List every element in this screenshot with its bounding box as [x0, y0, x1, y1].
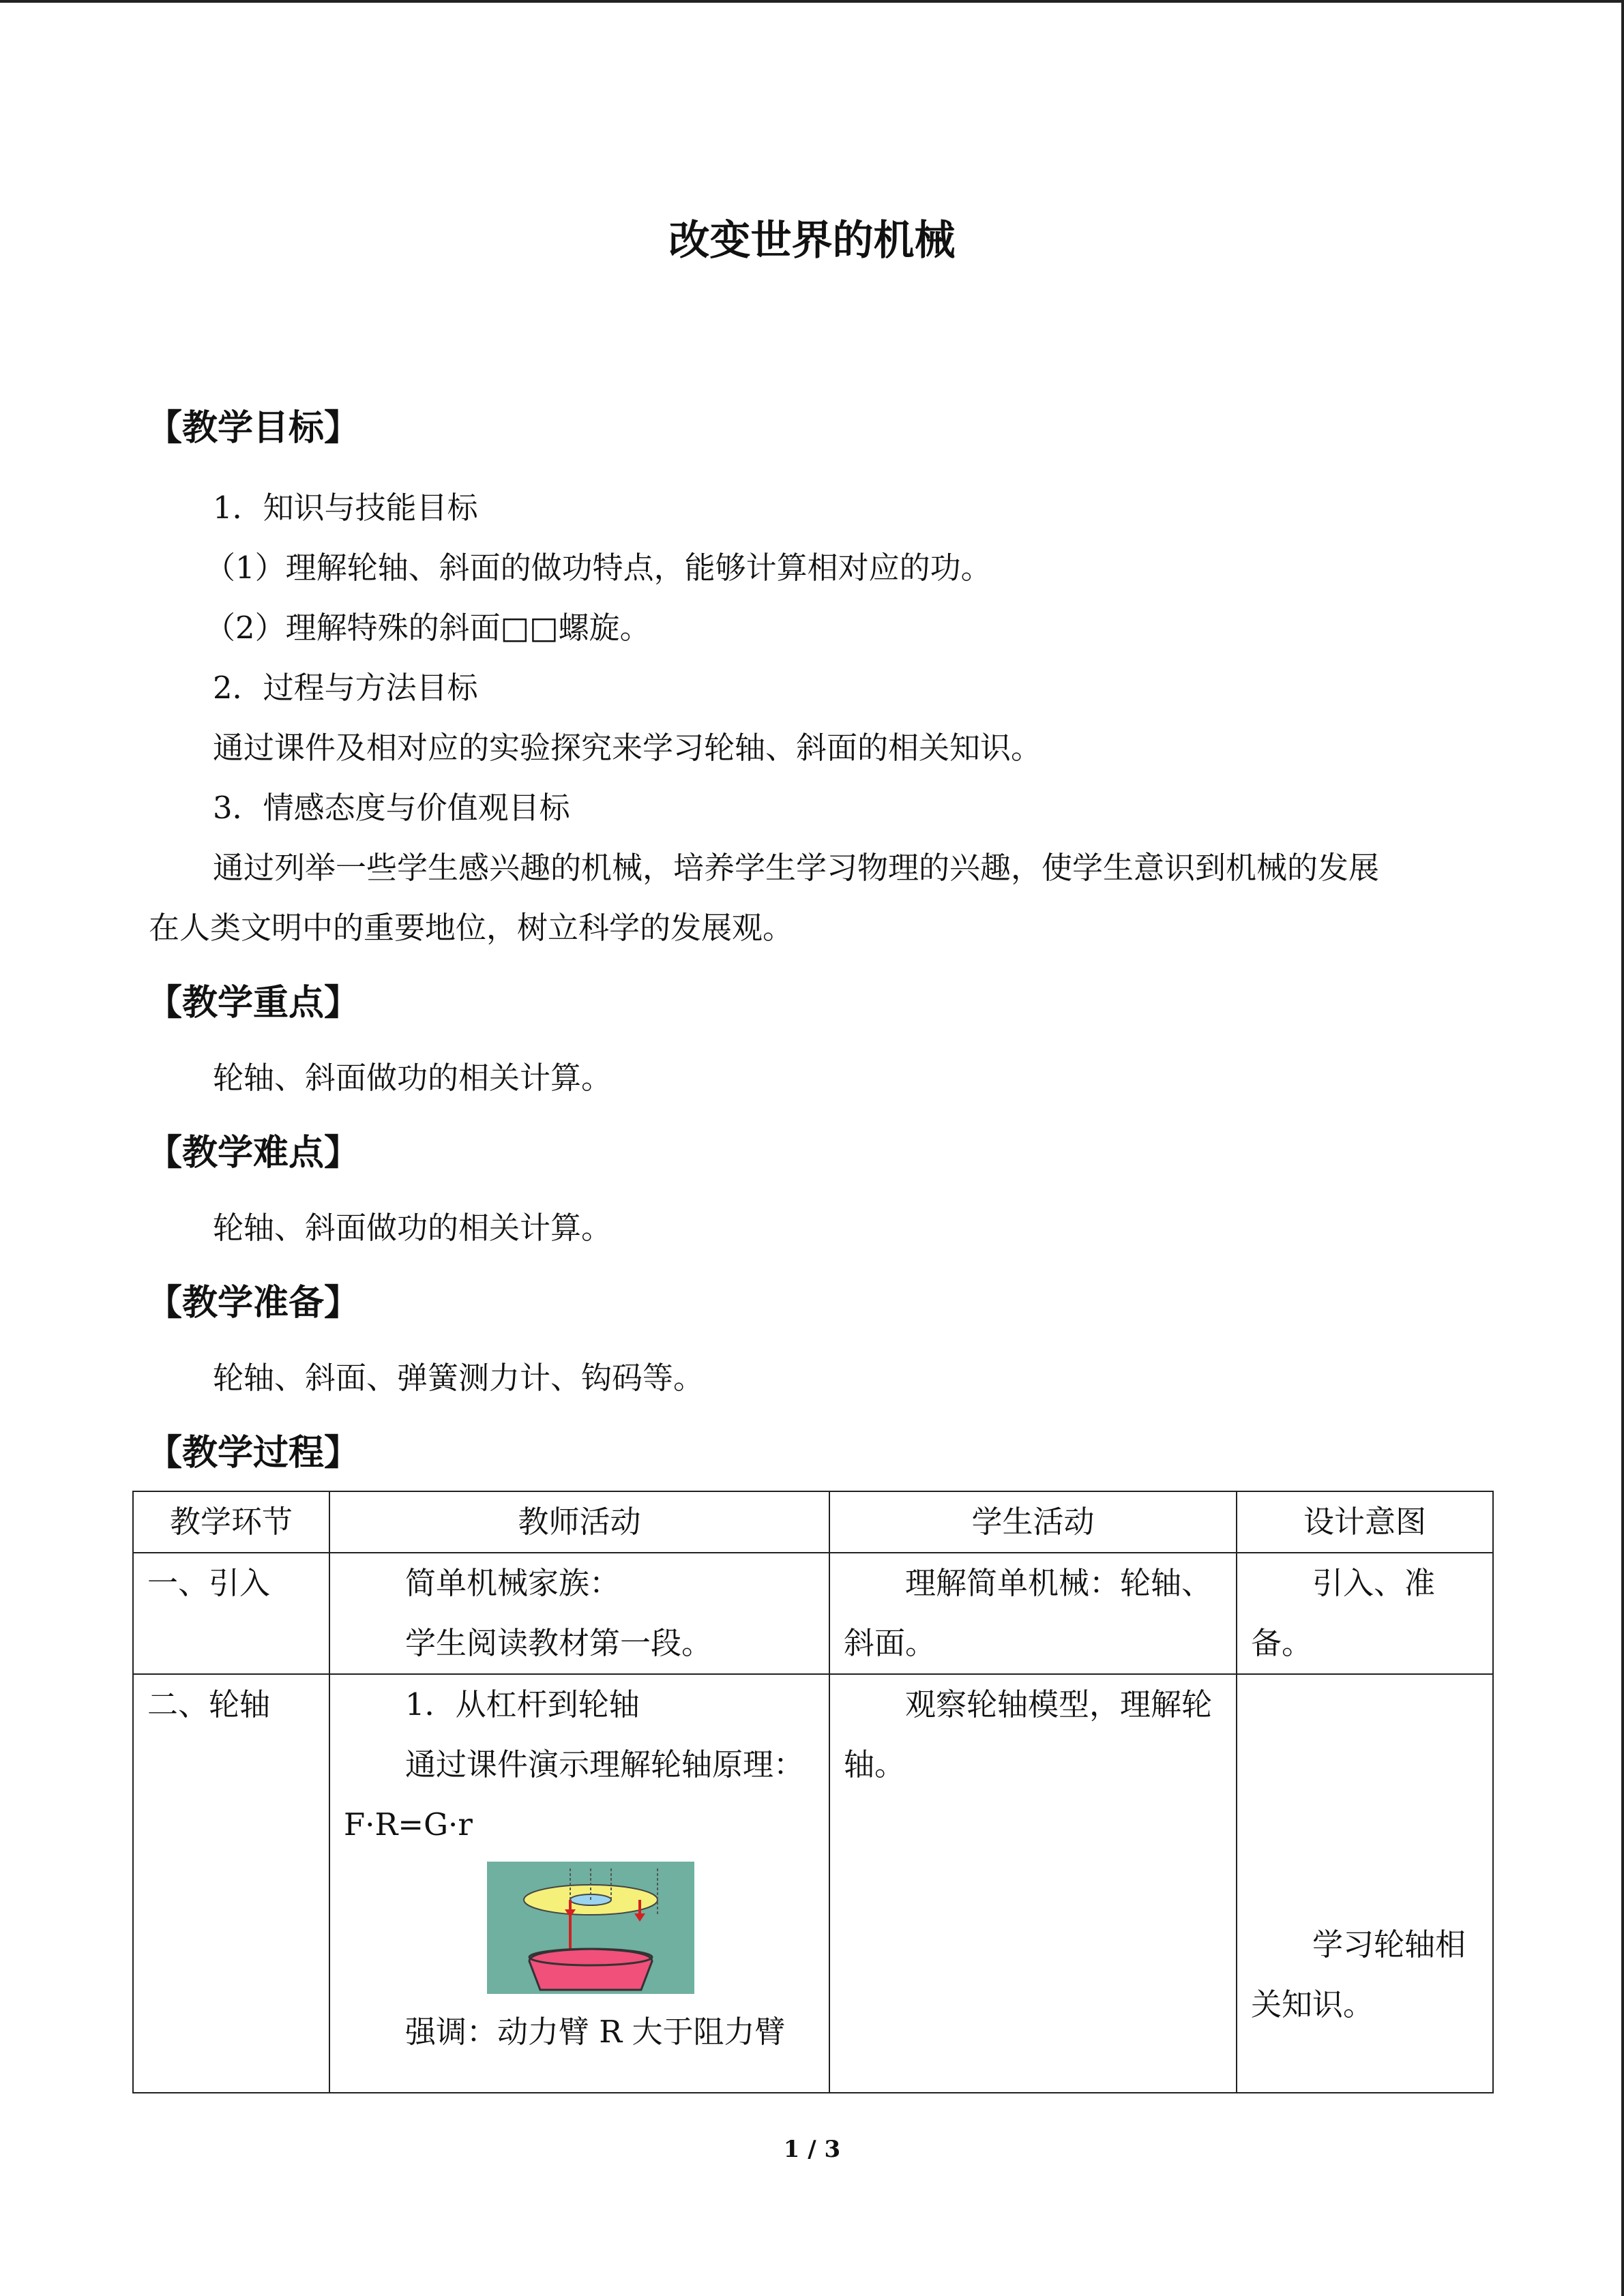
difficulties-text: 轮轴、斜面做功的相关计算。	[213, 1210, 612, 1246]
row2-teacher-line1: 1．从杠杆到轮轴	[405, 1686, 640, 1723]
preparation-text: 轮轴、斜面、弹簧测力计、钩码等。	[213, 1360, 705, 1396]
objective-3-text-line1: 通过列举一些学生感兴趣的机械，培养学生学习物理的兴趣，使学生意识到机械的发展	[213, 850, 1380, 886]
row2-teacher-line2: 通过课件演示理解轮轴原理：F·R=G·r	[344, 1746, 805, 1843]
load-bucket	[529, 1949, 652, 1990]
header-design-intent: 设计意图	[1237, 1491, 1493, 1553]
row2-student: 观察轮轴模型，理解轮轴。	[844, 1686, 1213, 1783]
objective-3-text-line2: 在人类文明中的重要地位，树立科学的发展观。	[149, 910, 794, 946]
row2-stage: 二、轮轴	[147, 1686, 271, 1723]
row2-intent: 学习轮轴相关知识。	[1251, 1926, 1466, 2023]
row1-intent: 引入、准备。	[1251, 1565, 1436, 1661]
heading-process: 【教学过程】	[147, 1433, 360, 1474]
document-title: 改变世界的机械	[668, 217, 956, 265]
header-teacher-activity: 教师活动	[329, 1491, 829, 1553]
row1-teacher-line2: 学生阅读教材第一段。	[405, 1625, 713, 1661]
heading-objectives: 【教学目标】	[147, 408, 360, 449]
page-right-border	[1621, 0, 1624, 2296]
header-student-activity: 学生活动	[829, 1491, 1237, 1553]
table-header-row	[133, 1491, 1493, 1553]
heading-preparation: 【教学准备】	[147, 1283, 360, 1324]
lesson-process-table	[132, 1491, 1494, 2093]
row1-teacher-line1: 简单机械家族：	[405, 1565, 621, 1601]
objective-1: 1．知识与技能目标	[213, 490, 478, 526]
wheel-axle-diagram	[487, 1862, 694, 1994]
objective-2-text: 通过课件及相对应的实验探究来学习轮轴、斜面的相关知识。	[213, 730, 1042, 766]
heading-difficulties: 【教学难点】	[147, 1133, 360, 1174]
page-top-border	[0, 0, 1624, 3]
table-row	[133, 1553, 1493, 1674]
row1-student: 理解简单机械：轮轴、斜面。	[844, 1565, 1213, 1661]
objective-3: 3．情感态度与价值观目标	[213, 790, 570, 826]
row2-teacher-line3: 强调：动力臂 R 大于阻力臂	[405, 2014, 786, 2050]
key-points-text: 轮轴、斜面做功的相关计算。	[213, 1060, 612, 1096]
heading-key-points: 【教学重点】	[147, 983, 360, 1024]
objective-1b: （2）理解特殊的斜面□□螺旋。	[205, 610, 651, 646]
table-row	[133, 1674, 1493, 2093]
objective-2: 2．过程与方法目标	[213, 670, 478, 706]
header-stage: 教学环节	[133, 1491, 329, 1553]
objective-1a: （1）理解轮轴、斜面的做功特点，能够计算相对应的功。	[205, 550, 992, 586]
page-number: 1 / 3	[783, 2136, 841, 2163]
row1-stage: 一、引入	[147, 1565, 271, 1601]
